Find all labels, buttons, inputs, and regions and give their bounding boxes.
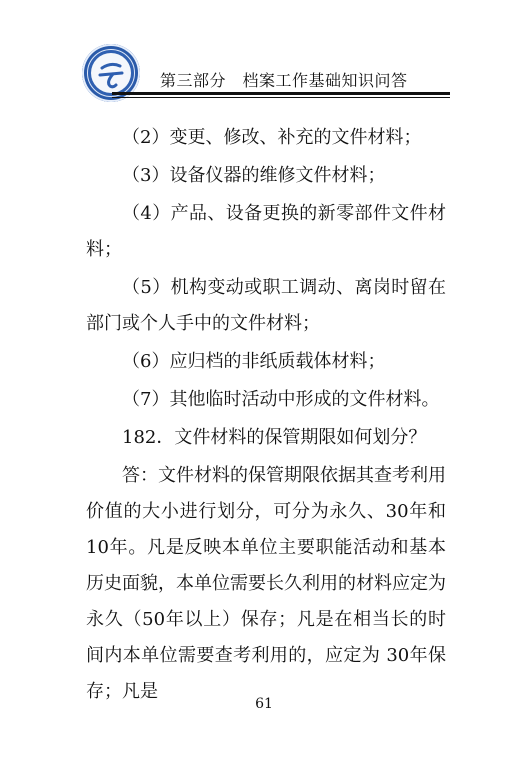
header-rule	[112, 92, 450, 95]
body-text	[86, 120, 446, 710]
answer-paragraph: 答：文件材料的保管期限依据其查考利用价值的大小进行划分，可分为永久、30年和 10年。凡是反映本单位主要职能活动和基本历史面貌，本单位需要长久利用的材料应定为永久（50年以上）保存；凡是在相当长的时间内本单位需要查考利用的，应定为 30年保存；凡是	[86, 465, 446, 702]
paragraph: （5）机构变动或职工调动、离岗时留在部门或个人手中的文件材料；	[86, 277, 446, 334]
page-number: 61	[255, 696, 273, 712]
paragraph: （2）变更、修改、补充的文件材料；	[122, 127, 422, 148]
page-header-title: 第三部分 档案工作基础知识问答	[160, 71, 408, 90]
paragraph: （4）产品、设备更换的新零部件文件材料；	[86, 203, 446, 260]
header-rule-thin	[112, 97, 450, 98]
question-heading: 182．文件材料的保管期限如何划分？	[122, 427, 427, 448]
paragraph: （6）应归档的非纸质载体材料；	[122, 351, 386, 372]
paragraph: （3）设备仪器的维修文件材料；	[122, 165, 386, 186]
paragraph: （7）其他临时活动中形成的文件材料。	[122, 389, 440, 410]
page-header	[80, 44, 450, 100]
